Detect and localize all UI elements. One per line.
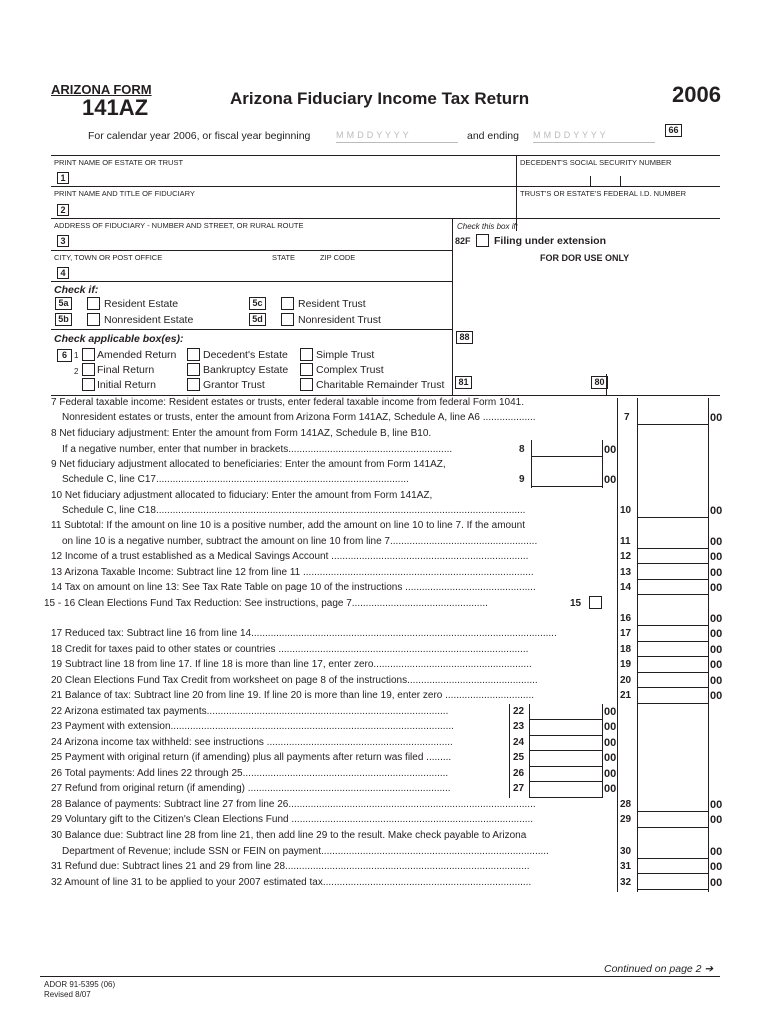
- line-number-28: 28: [620, 799, 632, 810]
- line-30b: Department of Revenue; include SSN or FEIN on payment..................................................................................: [62, 846, 549, 857]
- address-input[interactable]: [70, 231, 450, 247]
- line-26: 26 Total payments: Add lines 22 through 25..........................................................................: [51, 768, 449, 779]
- amended-return-label: Amended Return: [97, 349, 177, 361]
- initial-return-checkbox[interactable]: [82, 378, 95, 391]
- line-8-cents: 00: [604, 444, 617, 456]
- charitable-trust-label: Charitable Remainder Trust: [316, 379, 445, 391]
- line-21: 21 Balance of tax: Subtract line 20 from line 19. If line 20 is more than line 19, enter zero ................................: [51, 690, 535, 701]
- bankruptcy-estate-label: Bankruptcy Estate: [203, 364, 289, 376]
- line-18-cents: 00: [710, 644, 723, 656]
- line-7a: 7 Federal taxable income: Resident estates or trusts, enter federal taxable income from federal Form 1041.: [51, 397, 525, 408]
- final-return-label: Final Return: [97, 364, 155, 376]
- line-24: 24 Arizona income tax withheld: see instructions ...................................................................: [51, 737, 453, 748]
- complex-trust-label: Complex Trust: [316, 364, 384, 376]
- simple-trust-label: Simple Trust: [316, 349, 375, 361]
- line-10a: 10 Net fiduciary adjustment allocated to fiduciary: Enter the amount from Form 141AZ,: [51, 490, 433, 501]
- line-22: 22 Arizona estimated tax payments.......................................................................................: [51, 706, 449, 717]
- line-13-cents: 00: [710, 567, 723, 579]
- final-return-checkbox[interactable]: [82, 363, 95, 376]
- complex-trust-checkbox[interactable]: [300, 363, 313, 376]
- check-if-title: Check if:: [54, 284, 99, 296]
- line-7b: Nonresident estates or trusts, enter the amount from Arizona Form 141AZ, Schedule A, line A6 ...................: [62, 412, 536, 423]
- tag-5c: 5c: [249, 297, 266, 310]
- line-16-cents: 00: [710, 613, 723, 625]
- line-number-22: 22: [513, 706, 525, 717]
- line-29-cents: 00: [710, 814, 723, 826]
- field-number-1: 1: [57, 172, 69, 184]
- line-27: 27 Refund from original return (if amending) .........................................................................: [51, 783, 451, 794]
- line-19-cents: 00: [710, 659, 723, 671]
- line-19: 19 Subtract line 18 from line 17. If line 18 is more than line 17, enter zero.........................................................: [51, 659, 532, 670]
- revised-date: Revised 8/07: [44, 990, 91, 999]
- simple-trust-checkbox[interactable]: [300, 348, 313, 361]
- line-number-23: 23: [513, 721, 525, 732]
- line-20-cents: 00: [710, 675, 723, 687]
- line-9-amount[interactable]: [532, 470, 602, 487]
- line-32: 32 Amount of line 31 to be applied to your 2007 estimated tax...........................................................................: [51, 877, 532, 888]
- line-17: 17 Reduced tax: Subtract line 16 from line 14..............................................................................................................: [51, 628, 557, 639]
- line-number-30: 30: [620, 846, 632, 857]
- resident-trust-label: Resident Trust: [298, 298, 366, 310]
- line-9b: Schedule C, line C17...........................................................................................: [62, 474, 409, 485]
- line-number-26: 26: [513, 768, 525, 779]
- line-7-cents: 00: [710, 412, 723, 424]
- line-7-amount[interactable]: [638, 406, 708, 425]
- decedent-estate-label: Decedent's Estate: [203, 349, 288, 361]
- line-12-cents: 00: [710, 551, 723, 563]
- line-number-7: 7: [624, 412, 630, 423]
- ssn-input[interactable]: [540, 172, 710, 186]
- filing-extension-label: Filing under extension: [494, 235, 607, 247]
- line-number-29: 29: [620, 814, 632, 825]
- tag-5d: 5d: [249, 313, 266, 326]
- form-label: ARIZONA FORM: [51, 82, 152, 97]
- box-80: 80: [591, 376, 608, 389]
- nonresident-estate-label: Nonresident Estate: [104, 314, 194, 326]
- line-number-12: 12: [620, 551, 632, 562]
- form-id: ADOR 91-5395 (06): [44, 980, 116, 989]
- resident-estate-checkbox[interactable]: [87, 297, 100, 310]
- charitable-trust-checkbox[interactable]: [300, 378, 313, 391]
- line-10-amount[interactable]: [638, 500, 708, 518]
- line-13-text: 13 Arizona Taxable Income: Subtract line 12 from line 11 ...................................................................................: [51, 567, 534, 578]
- line-10b: Schedule C, line C18.....................................................................................................................................: [62, 505, 526, 516]
- line-number-27: 27: [513, 783, 525, 794]
- city-label: CITY, TOWN OR POST OFFICE: [54, 253, 163, 262]
- line-15-checkbox[interactable]: [589, 596, 602, 609]
- line-8b: If a negative number, enter that number in brackets...........................................................: [62, 444, 453, 455]
- state-label: STATE: [272, 253, 296, 262]
- nonresident-estate-checkbox[interactable]: [87, 313, 100, 326]
- amount-column[interactable]: [638, 528, 708, 892]
- initial-return-label: Initial Return: [97, 379, 156, 391]
- amended-return-checkbox[interactable]: [82, 348, 95, 361]
- line-23-cents: 00: [604, 721, 617, 733]
- extension-checkbox[interactable]: [476, 234, 489, 247]
- sub-2: 2: [74, 367, 79, 376]
- line-number-10: 10: [620, 505, 632, 516]
- line-10-cents: 00: [710, 505, 723, 517]
- line-22-cents: 00: [604, 706, 617, 718]
- line-25: 25 Payment with original return (if amending) plus all payments after return was filed .........: [51, 752, 452, 763]
- check-this-box-label: Check this box if:: [457, 222, 518, 231]
- page-title: Arizona Fiduciary Income Tax Return: [230, 89, 530, 108]
- resident-estate-label: Resident Estate: [104, 298, 179, 310]
- zip-label: ZIP CODE: [320, 253, 356, 262]
- line-number-13: 13: [620, 567, 632, 578]
- field-number-3: 3: [57, 235, 69, 247]
- line-32-cents: 00: [710, 877, 723, 889]
- box-82f: 82F: [455, 236, 471, 246]
- field-number-4: 4: [57, 267, 69, 279]
- box-66: 66: [665, 124, 682, 137]
- applicable-title: Check applicable box(es):: [54, 333, 184, 345]
- dor-use-label: FOR DOR USE ONLY: [540, 253, 630, 263]
- resident-trust-checkbox[interactable]: [281, 297, 294, 310]
- line-30-cents: 00: [710, 846, 723, 858]
- line-21-cents: 00: [710, 690, 723, 702]
- line-31: 31 Refund due: Subtract lines 21 and 29 from line 28........................................................................................: [51, 861, 530, 872]
- line-12: 12 Income of a trust established as a Medical Savings Account .......................................................................: [51, 551, 529, 562]
- fein-label: TRUST'S OR ESTATE'S FEDERAL I.D. NUMBER: [520, 189, 687, 198]
- tag-6: 6: [57, 349, 72, 362]
- line-24-cents: 00: [604, 737, 617, 749]
- line-number-19: 19: [620, 659, 632, 670]
- fiduciary-name-input[interactable]: [70, 200, 514, 216]
- line-number-25: 25: [513, 752, 525, 763]
- nonresident-trust-label: Nonresident Trust: [298, 314, 381, 326]
- form-number: 141AZ: [82, 95, 149, 120]
- line-14-cents: 00: [710, 582, 723, 594]
- state-input[interactable]: [270, 263, 314, 279]
- calendar-year-text: For calendar year 2006, or fiscal year beginning: [88, 130, 311, 142]
- line-number-14: 14: [620, 582, 632, 593]
- grantor-trust-label: Grantor Trust: [203, 379, 265, 391]
- payments-column[interactable]: [530, 704, 602, 798]
- zip-input[interactable]: [318, 263, 448, 279]
- line-number-18: 18: [620, 644, 632, 655]
- line-number-11: 11: [620, 536, 631, 547]
- fiscal-end-date-field[interactable]: M M D D Y Y Y Y: [533, 130, 655, 143]
- line-number-17: 17: [620, 628, 632, 639]
- name-estate-label: PRINT NAME OF ESTATE OR TRUST: [54, 158, 184, 167]
- line-25-cents: 00: [604, 752, 617, 764]
- line-number-8: 8: [519, 444, 525, 455]
- line-number-32: 32: [620, 877, 632, 888]
- line-8-amount[interactable]: [532, 440, 602, 457]
- line-11-cents: 00: [710, 536, 723, 548]
- box-81: 81: [455, 376, 472, 389]
- line-23: 23 Payment with extension......................................................................................................: [51, 721, 454, 732]
- line-30a: 30 Balance due: Subtract line 28 from line 21, then add line 29 to the result. Make check payable to Arizona: [51, 830, 527, 841]
- line-26-cents: 00: [604, 768, 617, 780]
- bankruptcy-estate-checkbox[interactable]: [187, 363, 200, 376]
- line-15: 15 - 16 Clean Elections Fund Tax Reduction: See instructions, page 7.................................................: [44, 598, 488, 609]
- line-28: 28 Balance of payments: Subtract line 27 from line 26.........................................................................................: [51, 799, 536, 810]
- address-label: ADDRESS OF FIDUCIARY - NUMBER AND STREET, OR RURAL ROUTE: [54, 221, 304, 230]
- line-28-cents: 00: [710, 799, 723, 811]
- fiscal-begin-date-field[interactable]: M M D D Y Y Y Y: [336, 130, 458, 143]
- line-9-cents: 00: [604, 474, 617, 486]
- line-31-cents: 00: [710, 861, 723, 873]
- line-29: 29 Voluntary gift to the Citizen's Clean Elections Fund .......................................................................................: [51, 814, 534, 825]
- field-number-2: 2: [57, 204, 69, 216]
- decedent-ssn-label: DECEDENT'S SOCIAL SECURITY NUMBER: [520, 158, 672, 167]
- fein-input[interactable]: [520, 200, 718, 216]
- line-number-31: 31: [620, 861, 632, 872]
- line-number-9: 9: [519, 474, 525, 485]
- nonresident-trust-checkbox[interactable]: [281, 313, 294, 326]
- tax-year: 2006: [672, 82, 721, 107]
- line-13: [51, 567, 602, 578]
- continued-label: Continued on page 2 ➔: [604, 963, 714, 975]
- decedent-estate-checkbox[interactable]: [187, 348, 200, 361]
- tag-5b: 5b: [55, 313, 72, 326]
- line-8a: 8 Net fiduciary adjustment: Enter the amount from Form 141AZ, Schedule B, line B10.: [51, 428, 432, 439]
- line-11b: on line 10 is a negative number, subtract the amount on line 10 from line 7.....................................................: [62, 536, 538, 547]
- line-18: 18 Credit for taxes paid to other states or countries ..........................................................................................: [51, 644, 529, 655]
- estate-name-input[interactable]: [70, 168, 514, 184]
- tag-5a: 5a: [55, 297, 72, 310]
- line-14: 14 Tax on amount on line 13: See Tax Rate Table on page 10 of the instructions ...............................................: [51, 582, 536, 593]
- line-27-cents: 00: [604, 783, 617, 795]
- line-9a: 9 Net fiduciary adjustment allocated to beneficiaries: Enter the amount from Form 141AZ,: [51, 459, 446, 470]
- line-number-16: 16: [620, 613, 632, 624]
- box-88: 88: [456, 331, 473, 344]
- line-number-24: 24: [513, 737, 525, 748]
- line-17-cents: 00: [710, 628, 723, 640]
- line-number-15: 15: [570, 598, 582, 609]
- line-number-20: 20: [620, 675, 632, 686]
- and-ending-text: and ending: [467, 130, 519, 142]
- city-input[interactable]: [70, 263, 268, 279]
- fiduciary-name-label: PRINT NAME AND TITLE OF FIDUCIARY: [54, 189, 195, 198]
- line-11a: 11 Subtotal: If the amount on line 10 is a positive number, add the amount on line 10 to line 7. If the amount: [51, 520, 526, 531]
- grantor-trust-checkbox[interactable]: [187, 378, 200, 391]
- line-number-21: 21: [620, 690, 632, 701]
- sub-1: 1: [74, 351, 79, 360]
- line-20: 20 Clean Elections Fund Tax Credit from worksheet on page 8 of the instructions...............................................: [51, 675, 538, 686]
